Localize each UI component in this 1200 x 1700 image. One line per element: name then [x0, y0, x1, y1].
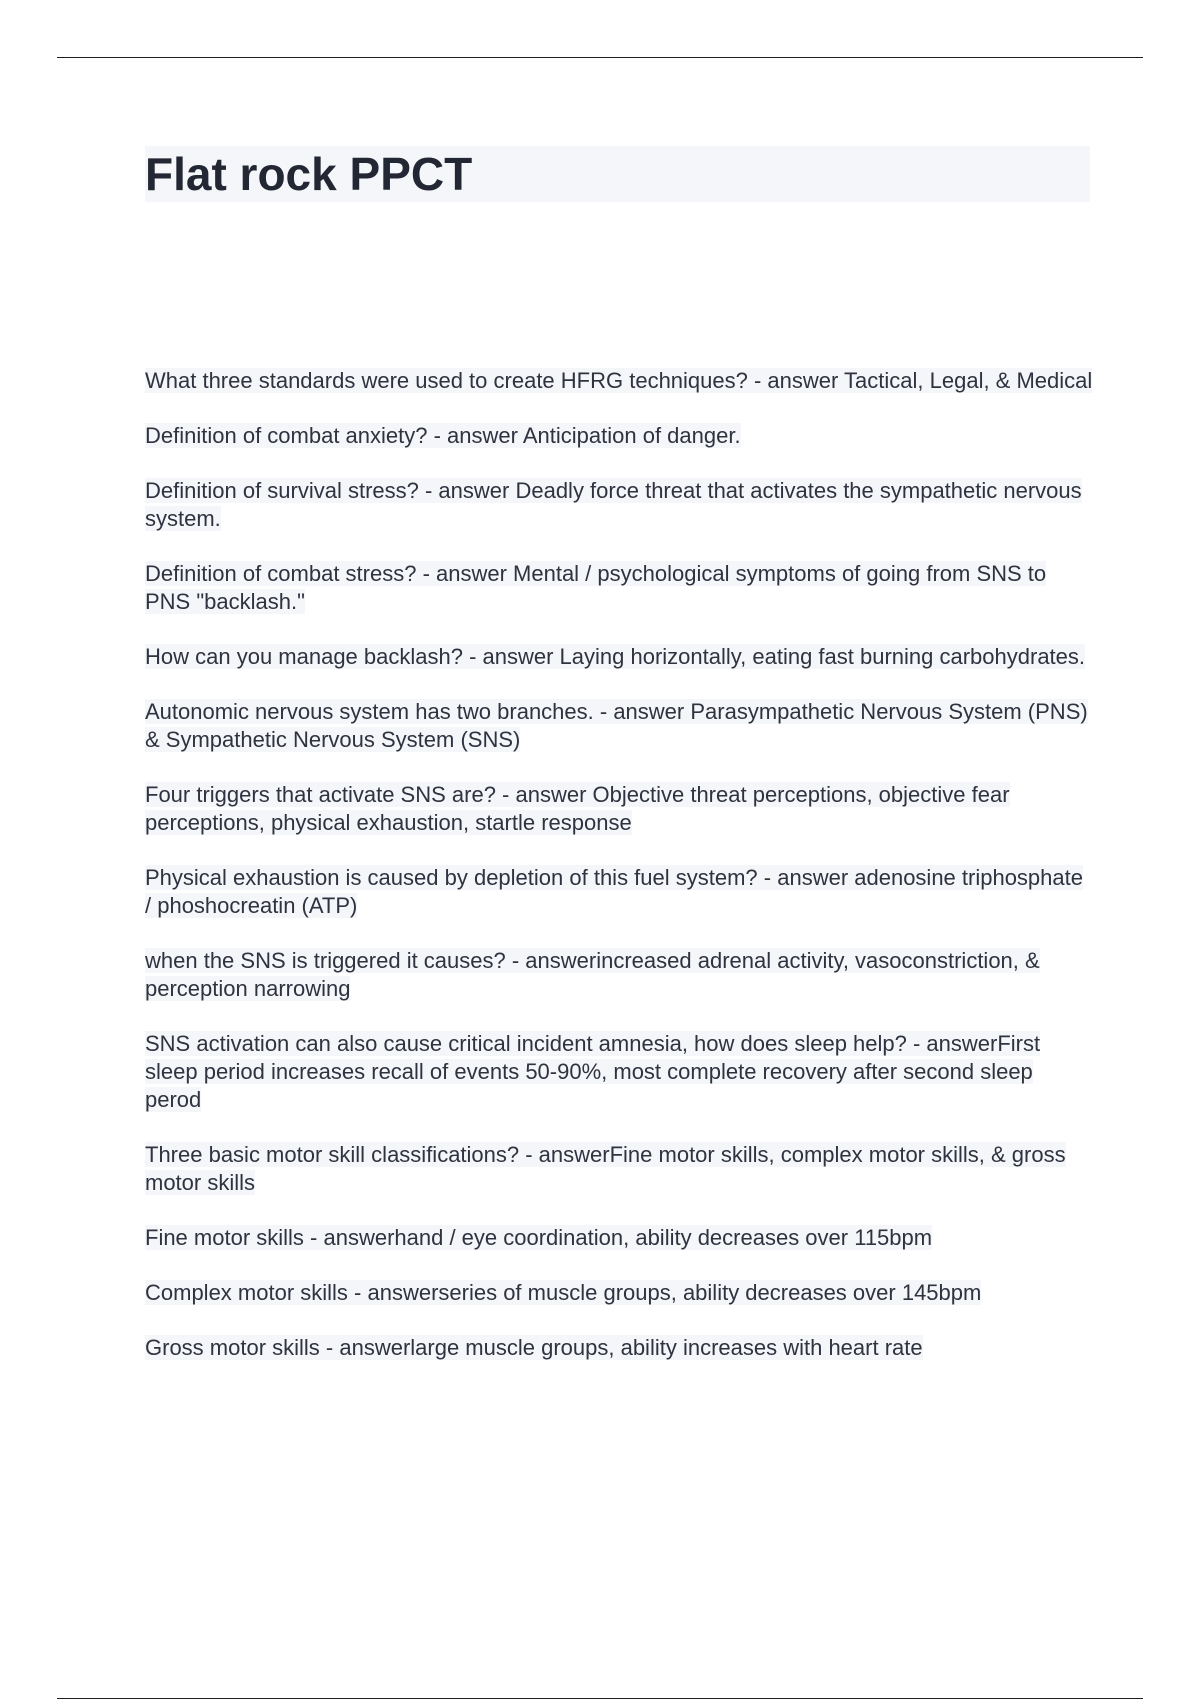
qa-text: How can you manage backlash? - answer Laying horizontally, eating fast burning carbohydrates.: [145, 644, 1086, 669]
qa-item: [145, 560, 1095, 616]
qa-text: Complex motor skills - answerseries of muscle groups, ability decreases over 145bpm: [145, 1280, 982, 1305]
qa-item: [145, 1141, 1095, 1197]
qa-text: Definition of combat stress? - answer Mental / psychological symptoms of going from SNS to PNS "backlash.": [145, 561, 1047, 614]
title-block: [145, 146, 1090, 202]
qa-item: [145, 1224, 1095, 1252]
qa-item: [145, 367, 1095, 395]
qa-item: [145, 477, 1095, 533]
qa-item: [145, 947, 1095, 1003]
qa-item: [145, 1334, 1095, 1362]
qa-item: [145, 698, 1095, 754]
qa-text: Autonomic nervous system has two branches. - answer Parasympathetic Nervous System (PNS) & Sympathetic Nervous System (SNS): [145, 699, 1088, 752]
qa-text: What three standards were used to create HFRG techniques? - answer Tactical, Legal, & Medical: [145, 368, 1093, 393]
qa-item: [145, 643, 1095, 671]
qa-item: [145, 1030, 1095, 1114]
qa-list: [145, 367, 1095, 1389]
bottom-divider: [57, 1698, 1143, 1699]
qa-item: [145, 864, 1095, 920]
qa-text: Four triggers that activate SNS are? - answer Objective threat perceptions, objective fear perceptions, physical exhaustion, startle response: [145, 782, 1010, 835]
qa-text: Definition of combat anxiety? - answer Anticipation of danger.: [145, 423, 741, 448]
qa-text: Definition of survival stress? - answer Deadly force threat that activates the sympathetic nervous system.: [145, 478, 1082, 531]
qa-text: Physical exhaustion is caused by depletion of this fuel system? - answer adenosine triphosphate / phoshocreatin (ATP): [145, 865, 1083, 918]
qa-text: Fine motor skills - answerhand / eye coordination, ability decreases over 115bpm: [145, 1225, 933, 1250]
qa-text: SNS activation can also cause critical incident amnesia, how does sleep help? - answerFirst sleep period increases recall of events 50-90%, most complete recovery after second sleep perod: [145, 1031, 1041, 1112]
qa-text: when the SNS is triggered it causes? - answerincreased adrenal activity, vasoconstriction, & perception narrowing: [145, 948, 1040, 1001]
qa-item: [145, 1279, 1095, 1307]
qa-item: [145, 781, 1095, 837]
qa-text: Gross motor skills - answerlarge muscle groups, ability increases with heart rate: [145, 1335, 923, 1360]
top-divider: [57, 57, 1143, 58]
qa-text: Three basic motor skill classifications? - answerFine motor skills, complex motor skills, & gross motor skills: [145, 1142, 1066, 1195]
qa-item: [145, 422, 1095, 450]
page-title: Flat rock PPCT: [145, 148, 473, 200]
